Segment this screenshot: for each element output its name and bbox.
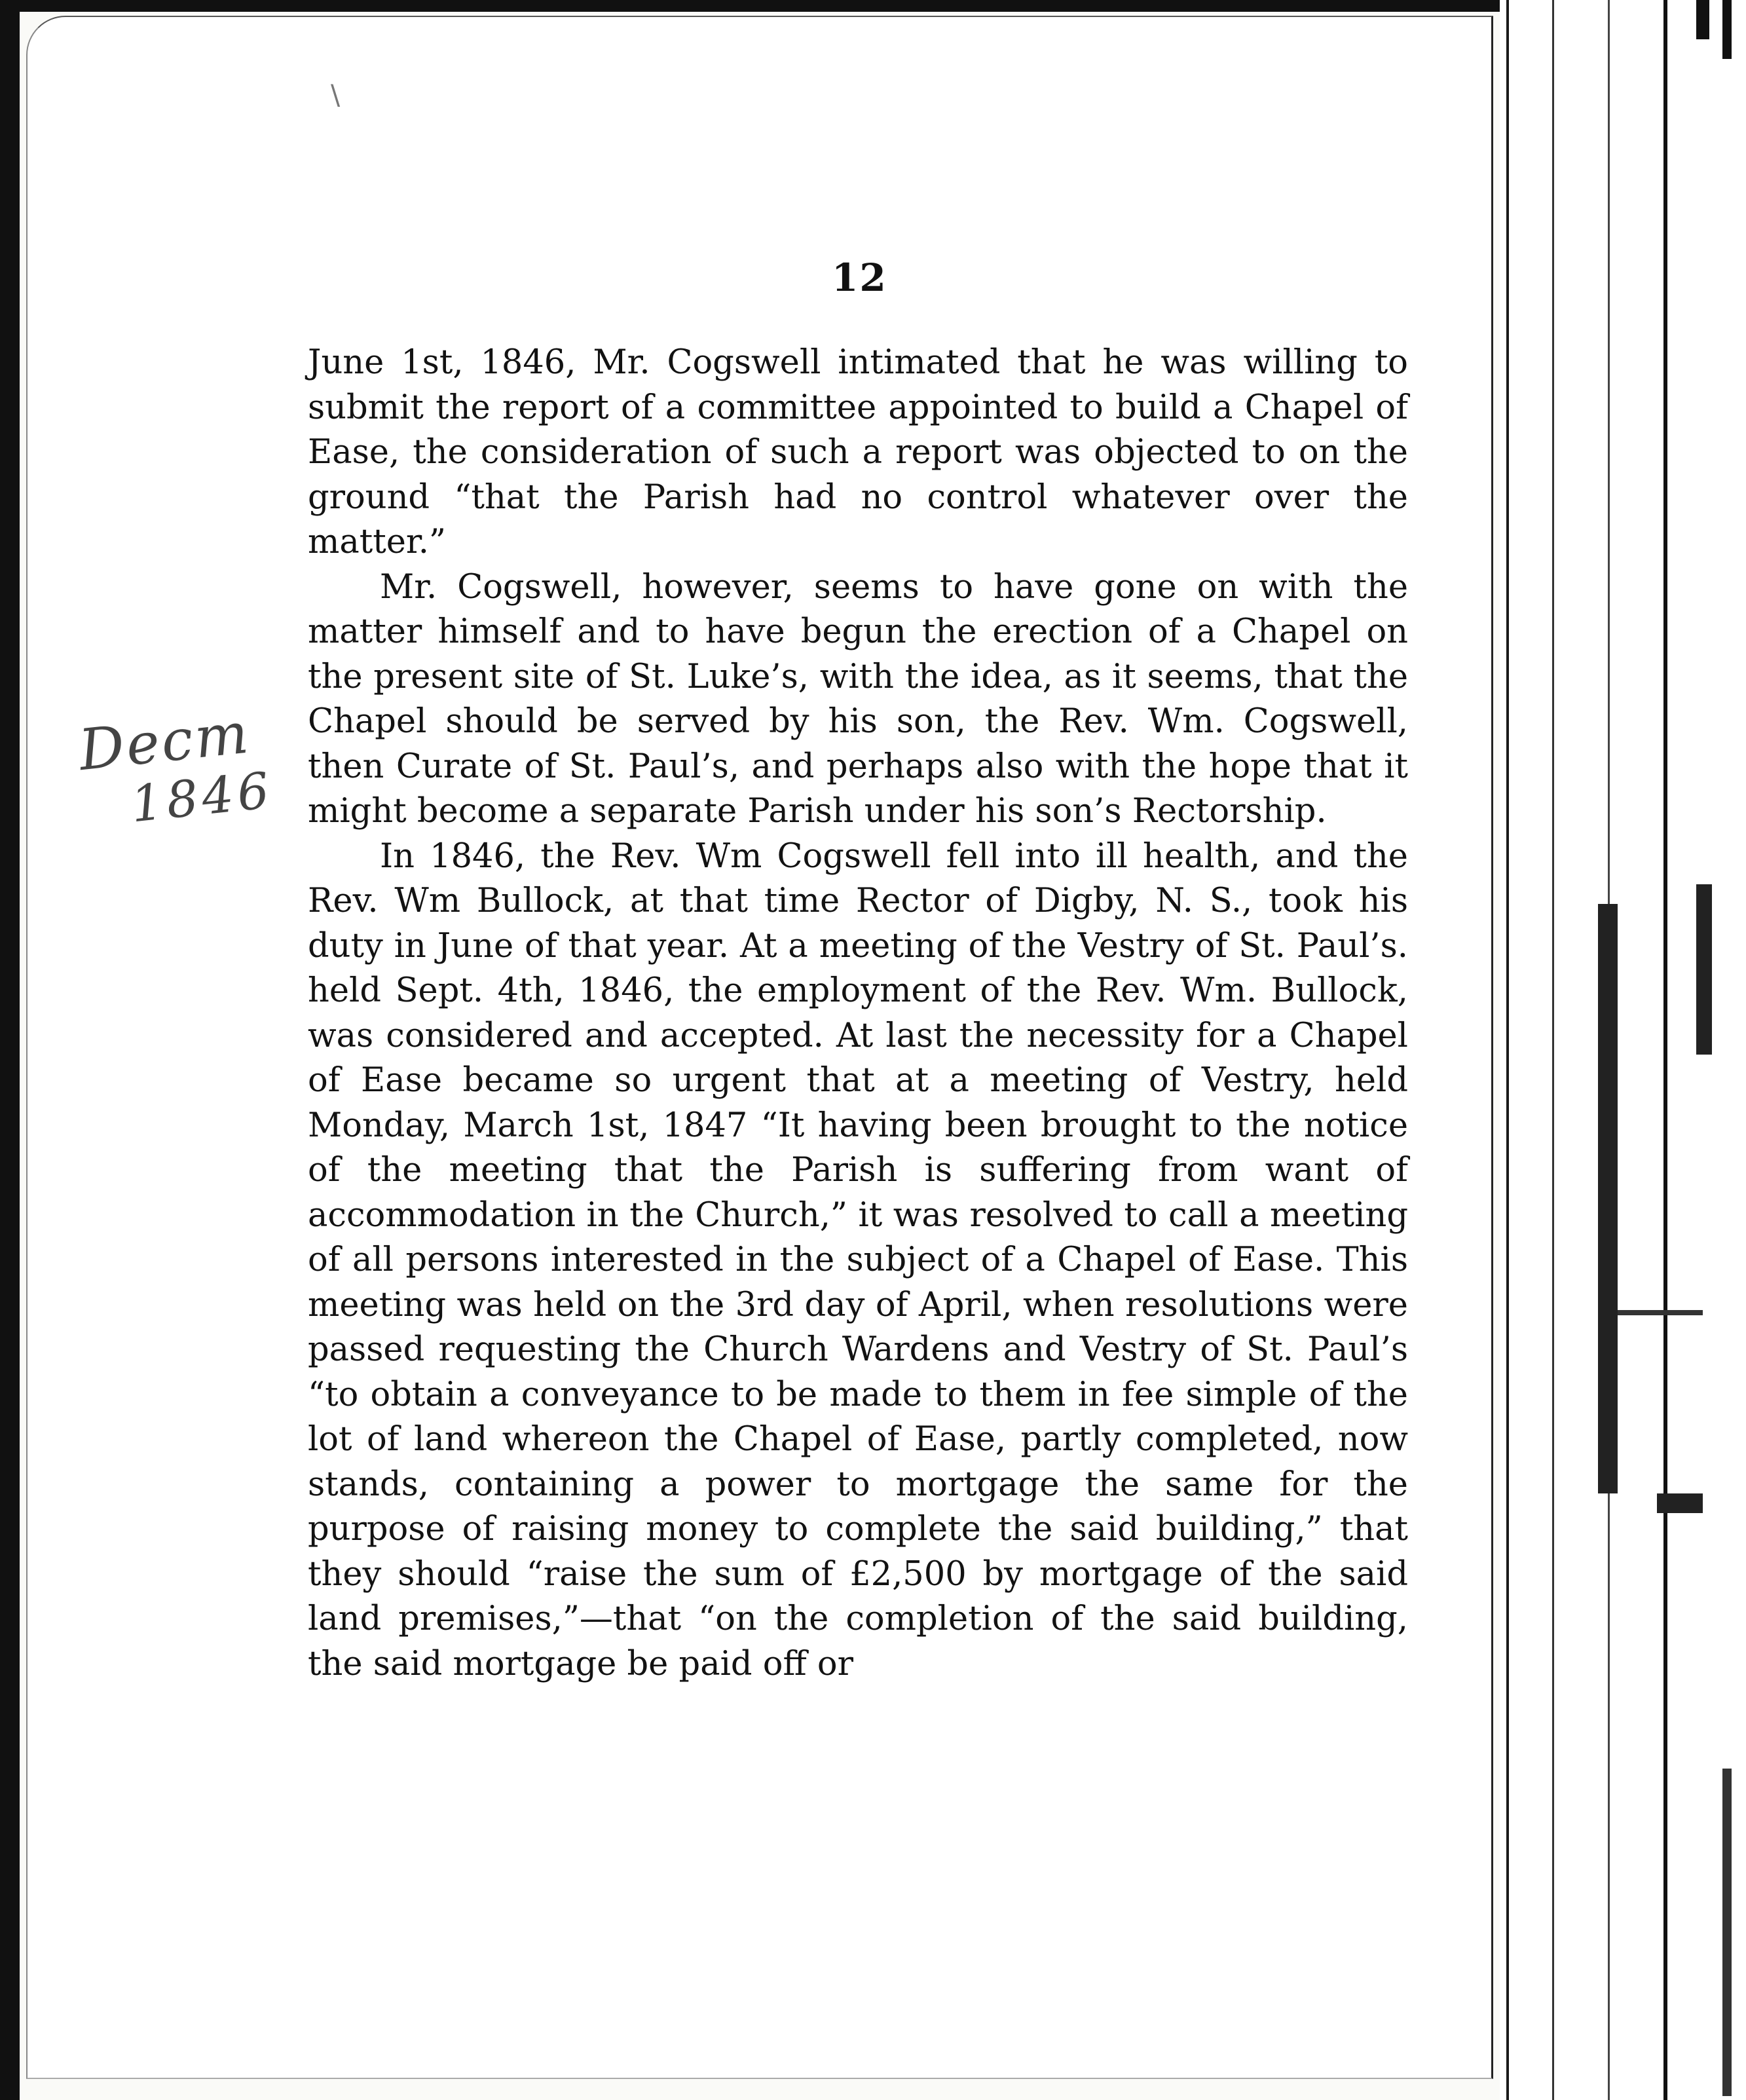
scan-top-edge <box>0 0 1746 12</box>
torn-edge-shadow <box>1722 1769 1732 2096</box>
margin-note-line: Decm <box>75 700 253 784</box>
paragraph: June 1st, 1846, Mr. Cogswell intimated that he was willing to submit the report of a committee appointed to build a Chapel of Ease, the consideration of such a report was objected to on the ground “that the Parish had no control whatever over the matter.” <box>308 343 1408 561</box>
torn-edge-shadow <box>1618 1310 1703 1315</box>
binding-line <box>1663 0 1667 2100</box>
binding-line <box>1506 0 1509 2100</box>
pencil-mark: \ <box>331 79 341 111</box>
torn-edge-shadow <box>1657 1493 1703 1513</box>
binding-line <box>1552 0 1554 2100</box>
torn-edge-shadow <box>1696 884 1712 1055</box>
binding-line <box>1696 0 1709 39</box>
book-binding-edge <box>1500 0 1746 2100</box>
binding-line <box>1722 0 1732 59</box>
scan-left-edge <box>0 0 20 2100</box>
paragraph: Mr. Cogswell, however, seems to have gone on with the matter himself and to have begun the erection of a Chapel on the present site of St. Luke’s, with the idea, as it seems, that the Chapel should be served by his son, the Rev. Wm. Cogswell, then Curate of St. Paul’s, and perhaps also with the hope that it might become a separate Parish under his son’s Rectorship. <box>308 567 1408 831</box>
page-number: 12 <box>832 255 887 300</box>
body-text <box>308 341 1408 1687</box>
margin-note-line: 1846 <box>128 760 276 834</box>
torn-edge-shadow <box>1598 904 1618 1493</box>
handwritten-margin-note <box>69 696 297 842</box>
paragraph: In 1846, the Rev. Wm Cogswell fell into ill health, and the Rev. Wm Bullock, at that time Rector of Digby, N. S., took his duty in June of that year. At a meeting of the Vestry of St. Paul’s. held Sept. 4th, 1846, the employment of the Rev. Wm. Bullock, was considered and accepted. At last the necessity for a Chapel of Ease became so urgent that at a meeting of Vestry, held Monday, March 1st, 1847 “It having been brought to the notice of the meeting that the Parish is suffering from want of accommodation in the Church,” it was resolved to call a meeting of all persons interested in the subject of a Chapel of Ease. This meeting was held on the 3rd day of April, when resolutions were passed requesting the Church Wardens and Vestry of St. Paul’s “to obtain a conveyance to be made to them in fee simple of the lot of land whereon the Chapel of Ease, partly completed, now stands, containing a power to mortgage the same for the purpose of raising money to complete the said building,” that they should “raise the sum of £2,500 by mortgage of the said land premises,”—that “on the completion of the said building, the said mortgage be paid off or <box>308 836 1408 1683</box>
